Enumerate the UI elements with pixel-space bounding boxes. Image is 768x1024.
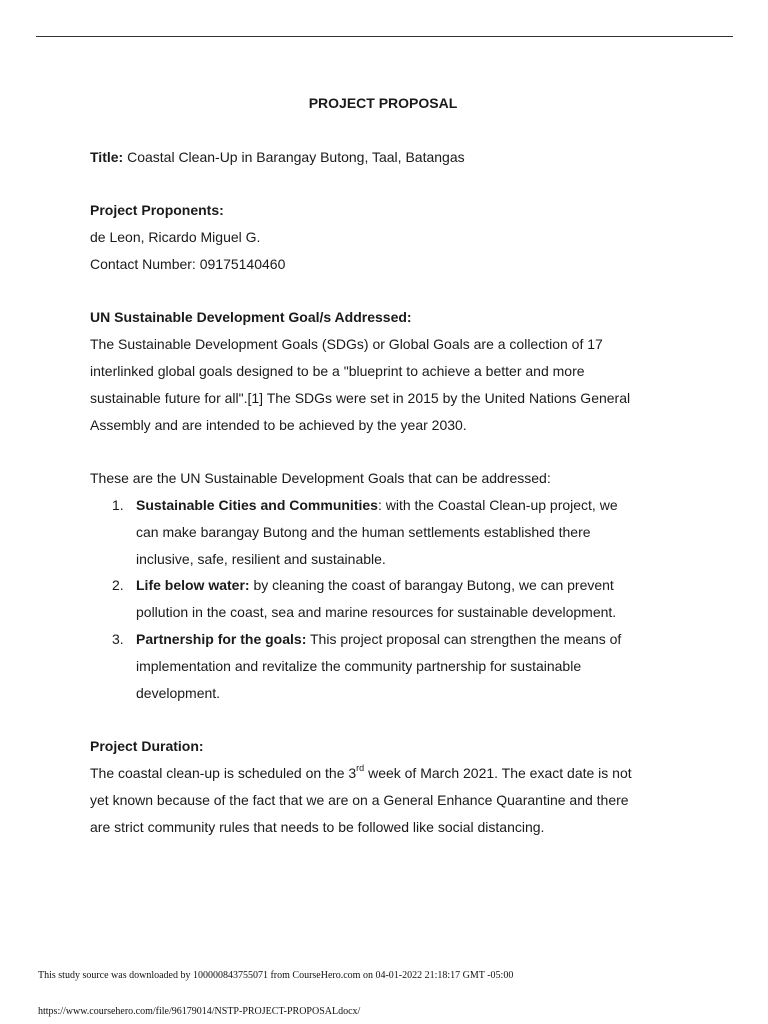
goal-text: : with the Coastal Clean-up project, we [377, 496, 618, 513]
title-line [90, 144, 690, 171]
duration-text-pre: The coastal clean-up is scheduled on the 3 [90, 764, 357, 781]
list-number: 1. [112, 496, 124, 513]
sdg-line-3: sustainable future for all".[1] The SDGs were set in 2015 by the United Nations General [90, 389, 631, 406]
goal-name: Life below water: [136, 577, 250, 594]
sdg-line-4: Assembly and are intended to be achieved by the year 2030. [90, 416, 467, 433]
sdg-line-2: interlinked global goals designed to be a "blueprint to achieve a better and more [90, 362, 585, 379]
proponents-label: Project Proponents: [90, 202, 224, 219]
goal-name: Sustainable Cities and Communities [136, 496, 378, 513]
ordinal-suffix: rd [356, 763, 365, 774]
duration-line-2: yet known because of the fact that we are on a General Enhance Quarantine and there [90, 791, 629, 808]
list-number: 2. [112, 577, 124, 594]
goals-intro: These are the UN Sustainable Development Goals that can be addressed: [90, 470, 551, 487]
goal-text: implementation and revitalize the community partnership for sustainable [136, 657, 582, 674]
contact-number: Contact Number: 09175140460 [90, 255, 286, 272]
page-title: PROJECT PROPOSAL [308, 95, 458, 111]
download-note: This study source was downloaded by 100000843755071 from CourseHero.com on 04-01-2022 21:18:17 GMT -05:00 [38, 970, 514, 981]
list-item [90, 626, 696, 706]
sdg-line-1: The Sustainable Development Goals (SDGs) or Global Goals are a collection of 17 [90, 336, 603, 353]
source-url: https://www.coursehero.com/file/96179014/NSTP-PROJECT-PROPOSALdocx/ [38, 1006, 361, 1017]
document-body [90, 90, 690, 840]
goal-name: Partnership for the goals: [136, 630, 307, 647]
list-item [90, 572, 696, 626]
sdg-label: UN Sustainable Development Goal/s Addressed: [90, 309, 412, 326]
goal-text: inclusive, safe, resilient and sustainable. [136, 550, 386, 567]
header-rule [36, 36, 733, 37]
goal-text: can make barangay Butong and the human settlements established there [136, 523, 591, 540]
goal-text: by cleaning the coast of barangay Butong, we can prevent [249, 577, 614, 594]
duration-label: Project Duration: [90, 738, 204, 755]
duration-line-1 [90, 760, 690, 787]
goal-text: This project proposal can strengthen the means of [306, 630, 622, 647]
proponent-name: de Leon, Ricardo Miguel G. [90, 228, 261, 245]
goal-text: pollution in the coast, sea and marine resources for sustainable development. [136, 604, 617, 621]
list-item [90, 492, 696, 572]
goal-text: development. [136, 684, 221, 701]
duration-text-post: week of March 2021. The exact date is not [364, 764, 632, 781]
title-value: Coastal Clean-Up in Barangay Butong, Taal, Batangas [123, 148, 465, 165]
list-number: 3. [112, 630, 124, 647]
goals-list [90, 492, 690, 706]
title-label: Title: [90, 148, 124, 165]
duration-line-3: are strict community rules that needs to be followed like social distancing. [90, 818, 545, 835]
